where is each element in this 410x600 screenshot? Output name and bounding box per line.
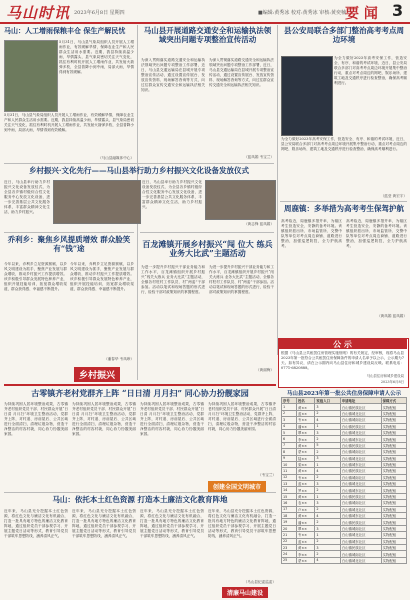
table-cell: 白山镇城北社区 [340,410,381,416]
article-credit: （潘春华 韦凤珍） [104,357,134,361]
table-cell: 陆×× [296,455,314,461]
table-cell: 1 [315,493,340,499]
table-cell: 3 [315,544,340,550]
table-cell: 2 [315,487,340,493]
table-cell: 5 [315,442,340,448]
table-cell: 3 [315,455,340,461]
table-cell: 白山镇民族社区 [340,404,381,410]
table-row [282,500,407,506]
article-body: 今年以来，乔利乡立足资源禀赋，以乡风文明建设为抓手，聚焦产业发展与群众增收，推动乡村振兴工作提质增效。该乡积极引导群众发展特色种养产业，组织开展技能培训，拓宽群众增收渠道，群众获得感、幸福感不断提升。 [4,262,67,291]
table-cell: 白山镇民族社区 [340,519,381,525]
article-title: 马山县开展道路交通安全和运输执法领域突出问题专项整治宣传活动 [143,26,272,44]
section-divider [4,232,134,233]
table-cell: 2 [315,449,340,455]
table-cell: 实物配租 [381,468,406,474]
table-cell: 黄×× [296,404,314,410]
table-cell: 3 [315,481,340,487]
table-cell: 白山镇民族社区 [340,442,381,448]
table-row [282,410,407,416]
table-cell: 6 [282,436,297,442]
table-cell: 实物配租 [381,417,406,423]
table-cell: 白山镇城东社区 [340,513,381,519]
section-divider [140,232,274,233]
table-cell: 实物配租 [381,538,406,544]
article-body: 近年来，马山县充分挖掘本土红色资源，将红色文化与廉洁文化有机融合，打造一批具有地方特色的廉洁文化教育阵地，通过组织党员干部参观学习、开展主题党日活动等形式，教育引导党员干部筑牢思想防线，涵养清风正气。 [4,509,68,538]
article-body: 高考临近，周鹿镇多措并举，为辖区考生营造安全、安静的备考环境。该镇组织派出所、市场监管所、交警中队等单位对考点周边商铺、道路进行整治，加强巡逻防控，全力护航高考。 [281,219,342,248]
table-cell: 白山镇民族社区 [340,493,381,499]
table-cell: 1 [315,532,340,538]
table-cell: 2 [282,410,297,416]
table-cell: 白山镇民族社区 [340,423,381,429]
table-cell: 15 [282,493,297,499]
table-cell: 3 [315,525,340,531]
table-cell: 实物配租 [381,461,406,467]
table-cell: 白山镇城东社区 [340,487,381,493]
table-cell: 实物配租 [381,532,406,538]
table-cell: 潘×× [296,519,314,525]
table-cell: 17 [282,506,297,512]
table-cell: 白山镇城北社区 [340,455,381,461]
table-row [282,525,407,531]
article-body: 5月31日，马山县气象局组织人员开展人工增雨作业，有效缓解旱情，保障农业生产和人民群众生活用水需要。近期，我县持续高温少雨，旱情露头，县气象局密切关注天气变化，抓住有利时机开展人工增雨作业，共发射火箭弹多枚，全县普降小到中雨，局部大雨，旱情得到有效缓解。 [4,113,134,132]
article-body: 近年来，马山县充分挖掘本土红色资源，将红色文化与廉洁文化有机融合，打造一批具有地方特色的廉洁文化教育阵地，通过组织党员干部参观学习、开展主题党日活动等形式，教育引导党员干部筑牢思想防线，涵养清风正气。 [208,509,276,538]
table-cell: 黄×× [296,513,314,519]
table-cell: 1 [282,404,297,410]
table-cell: 14 [282,487,297,493]
table-row [282,487,407,493]
table-row [282,481,407,487]
section-title: 要 闻 [345,6,378,22]
table-cell: 白山镇城南社区 [340,500,381,506]
article-credit: （黄凤娟 蓝凤娟） [377,314,407,318]
table-cell: 潘×× [296,423,314,429]
article-body: 为全力做好2023年高考安保工作，营造安全、有序、和谐的考试环境，近日，县公安局联合多部门对高考考点周边环境开展集中整治行动，重点对考点周边的网吧、娱乐场所、建筑工地及交通秩序进行检查整治，确保高考顺利进行。 [281,137,407,151]
table-cell: 黄×× [296,468,314,474]
civilized-city-badge: 创建全国文明城市 [208,481,266,492]
table-row [282,404,407,410]
table-cell: 实物配租 [381,449,406,455]
article-body: 为持续巩固人居环境整治成果，古零镇齐老村组织党员干部、村民群众开展“日日清 月月扫”环境卫生整治活动，党群齐上阵，对村道、房前屋后、公共区域进行全面清扫，清理垃圾杂物，营造干净整洁的村容村貌，同心协力扮靓美丽家园。 [4,402,68,436]
table-cell: 2 [315,474,340,480]
table-header-cell: 申请地址 [340,398,381,404]
table-row [282,429,407,435]
table-header-cell: 保障方式 [381,398,406,404]
table-cell: 4 [315,417,340,423]
table-cell: 白山镇城北社区 [340,506,381,512]
article-body: 为深入贯彻落实道路交通安全和运输执法领域突出问题专项整治工作部署，近日，马山县交通运输局在县城开展专项整治宣传活动，通过设置宣传展台、发放宣传资料、现场解答咨询等方式，向过往群众宣传交通安全和运输执法相关知识。 [141,58,205,92]
table-cell: 4 [315,468,340,474]
table-cell: 2 [315,519,340,525]
editor-credits: ■编辑:黄秀冰 校对:黄秀冰 审核:黄奕楠 [258,10,346,16]
table-row [282,417,407,423]
table-cell: 黄×× [296,493,314,499]
section-divider [280,201,407,202]
table-cell: 2 [315,538,340,544]
article-title: 乔利乡：聚焦乡风提质增效 群众脸笑有“钱”途 [7,235,131,253]
table-cell: 9 [282,455,297,461]
table-title: 马山县2023年第一批公共住房保障申请人公示 [286,391,402,397]
article-body: 近年来，马山县充分挖掘本土红色资源，将红色文化与廉洁文化有机融合，打造一批具有地方特色的廉洁文化教育阵地，通过组织党员干部参观学习、开展主题党日活动等形式，教育引导党员干部筑牢思想防线，涵养清风正气。 [140,509,204,538]
table-cell: 黄×× [296,442,314,448]
table-row [282,551,407,557]
table-header-cell: 家庭人口 [315,398,340,404]
table-cell: 22 [282,538,297,544]
article-body: 今年以来，乔利乡立足资源禀赋，以乡风文明建设为抓手，聚焦产业发展与群众增收，推动乡村振兴工作提质增效。该乡积极引导群众发展特色种养产业，组织开展技能培训，拓宽群众增收渠道，群众获得感、幸福感不断提升。 [70,262,134,291]
table-cell: 白山镇城东社区 [340,538,381,544]
table-cell: 4 [315,557,340,563]
table-cell: 4 [315,513,340,519]
table-cell: 蓝×× [296,538,314,544]
table-cell: 实物配租 [381,474,406,480]
article-photo [205,180,276,220]
table-cell: 实物配租 [381,557,406,563]
table-row [282,436,407,442]
article-photo [53,180,141,224]
table-cell: 实物配租 [381,525,406,531]
table-cell: 19 [282,519,297,525]
table-cell: 蒙×× [296,557,314,563]
table-row [282,544,407,550]
table-cell: 实物配租 [381,442,406,448]
article-photo [4,40,58,112]
table-cell: 21 [282,532,297,538]
table-row [282,532,407,538]
table-cell: 实物配租 [381,519,406,525]
article-body: 5月31日，马山县气象局组织人员开展人工增雨作业，有效缓解旱情，保障农业生产和人民群众生活用水需要。近期，我县持续高温少雨，旱情露头，县气象局密切关注天气变化，抓住有利时机开展人工增雨作业，共发射火箭弹多枚，全县普降小到中雨，局部大雨，旱情得到有效缓解。 [59,40,134,74]
table-row [282,449,407,455]
table-cell: 18 [282,513,297,519]
article-credit: （蓝凤娟 韦宝兰） [244,155,274,159]
article-body: 近日，马山县举行助力乡村振兴文化设备发放仪式，为全县各乡镇村级综合性文化服务中心发放文化设备，进一步完善基层公共文化服务体系，丰富群众精神文化生活，助力乡村振兴。 [4,180,50,214]
table-cell: 25 [282,557,297,563]
table-cell: 13 [282,481,297,487]
table-cell: 卢×× [296,506,314,512]
table-row [282,423,407,429]
table-row [282,493,407,499]
table-cell: 23 [282,544,297,550]
table-cell: 韦×× [296,474,314,480]
table-cell: 实物配租 [381,423,406,429]
table-cell: 实物配租 [381,506,406,512]
article-title: 马山：人工增雨保粮丰仓 保生产解民忧 [4,26,126,35]
notice-body: 根据《马山县公共租赁住房管理实施细则》的有关规定，经审核，现将马山县2023年第一批符合公共租赁住房保障条件的申请人名单予以公示，公示期为7天。如有异议，请在公示期内向马山县住房和城乡建设局反映。联系电话：0771-6820888。 [281,351,404,370]
table-cell: 实物配租 [381,455,406,461]
table-cell: 12 [282,474,297,480]
table-header-cell: 序号 [282,398,297,404]
table-cell: 实物配租 [381,481,406,487]
article-body: 近日，马山县举行助力乡村振兴文化设备发放仪式，为全县各乡镇村级综合性文化服务中心发放文化设备，进一步完善基层公共文化服务体系，丰富群众精神文化生活，助力乡村振兴。 [142,180,202,209]
table-cell: 5 [282,429,297,435]
newspaper-brand: 马山时讯 [6,4,71,22]
table-cell: 蓝×× [296,410,314,416]
article-body: 为持续巩固人居环境整治成果，古零镇齐老村组织党员干部、村民群众开展“日日清 月月扫”环境卫生整治活动，党群齐上阵，对村道、房前屋后、公共区域进行全面清扫，清理垃圾杂物，营造干净整洁的村容村貌，同心协力扮靓美丽家园。 [72,402,136,436]
table-cell: 白山镇城南社区 [340,417,381,423]
article-title: 马山：依托本土红色资源 打造本土廉洁文化教育阵地 [52,495,228,504]
table-cell: 4 [282,423,297,429]
table-cell: 白山镇城南社区 [340,551,381,557]
table-cell: 白山镇城北社区 [340,429,381,435]
table-cell: 3 [315,429,340,435]
table-row [282,513,407,519]
table-cell: 3 [282,417,297,423]
table-cell: 覃×× [296,525,314,531]
table-cell: 8 [282,449,297,455]
table-cell: 罗×× [296,487,314,493]
table-cell: 覃×× [296,429,314,435]
table-row [282,468,407,474]
table-cell: 2 [315,410,340,416]
article-body: 为进一步提升乡村振兴干部业务能力和工作水平，百龙滩镇组织开展乡村振兴“闯关大练兵 业务大比武”主题活动，全镇各村驻村工作队员、村“两委”干部参加。活动以笔试和现场答题的形式进行，检验干部对政策知识的掌握程度。 [209,265,274,294]
table-cell: 24 [282,551,297,557]
article-body: 为进一步提升乡村振兴干部业务能力和工作水平，百龙滩镇组织开展乡村振兴“闯关大练兵 业务大比武”主题活动，全镇各村驻村工作队员、村“两委”干部参加。活动以笔试和现场答题的形式进行，检验干部对政策知识的掌握程度。 [141,265,205,294]
table-cell: 实物配租 [381,500,406,506]
article-credit: （黄丽梅） [256,368,274,372]
article-title: 县公安局联合多部门整治高考考点周边环境 [284,26,404,44]
table-cell: 白山镇城北社区 [340,557,381,563]
table-cell: 白山镇民族社区 [340,468,381,474]
table-cell: 1 [315,423,340,429]
table-cell: 2 [315,551,340,557]
table-cell: 实物配租 [381,436,406,442]
article-title: 乡村振兴·文化先行——马山县举行助力乡村振兴文化设备发放仪式 [28,166,250,175]
table-cell: 黄×× [296,544,314,550]
article-credit: （黄志锋 蓝凤娟） [244,222,274,226]
table-cell: 实物配租 [381,513,406,519]
table-cell: 白山镇城北社区 [340,481,381,487]
table-cell: 实物配租 [381,429,406,435]
clean-government-badge: 清廉马山建设 [222,587,268,598]
table-cell: 3 [315,404,340,410]
issue-date: 2023年6月8日 星期四 [74,10,125,16]
table-cell: 白山镇城东社区 [340,461,381,467]
table-cell: 白山镇城南社区 [340,474,381,480]
table-cell: 3 [315,500,340,506]
article-credit: （马山县纪委监委） [243,580,276,584]
table-cell: 农×× [296,500,314,506]
article-body: 为全力做好2023年高考安保工作，营造安全、有序、和谐的考试环境，近日，县公安局联合多部门对高考考点周边环境开展集中整治行动，重点对考点周边的网吧、娱乐场所、建筑工地及交通秩序进行检查整治，确保高考顺利进行。 [334,56,407,85]
notice-signature: 马山县住房和城乡建设局 [366,374,404,378]
table-cell: 实物配租 [381,551,406,557]
column-divider [277,25,278,355]
table-cell: 蓝×× [296,481,314,487]
article-body: 为深入贯彻落实道路交通安全和运输执法领域突出问题专项整治工作部署，近日，马山县交通运输局在县城开展专项整治宣传活动，通过设置宣传展台、发放宣传资料、现场解答咨询等方式，向过往群众宣传交通安全和运输执法相关知识。 [209,58,274,87]
article-title: 百龙滩镇开展乡村振兴“闯 位大 练兵 业务大比武”主题活动 [142,239,273,259]
table-cell: 10 [282,461,297,467]
table-row [282,455,407,461]
table-cell: 白山镇民族社区 [340,544,381,550]
table-cell: 11 [282,468,297,474]
section-divider [4,384,276,386]
table-cell: 实物配租 [381,487,406,493]
table-cell: 李×× [296,551,314,557]
table-row [282,442,407,448]
article-title: 周鹿镇：多举措为高考考生保驾护航 [284,204,404,213]
table-header-row [282,398,407,404]
table-row [282,557,407,563]
table-row [282,461,407,467]
table-cell: 实物配租 [381,404,406,410]
section-divider [4,492,276,493]
article-body: 高考临近，周鹿镇多措并举，为辖区考生营造安全、安静的备考环境。该镇组织派出所、市场监管所、交警中队等单位对考点周边商铺、道路进行整治，加强巡逻防控，全力护航高考。 [346,219,407,248]
article-title: 古零镇齐老村党群齐上阵 “日日清 月月扫” 同心协力扮靓家园 [31,388,249,398]
table-cell: 白山镇城北社区 [340,532,381,538]
table-cell: 实物配租 [381,544,406,550]
table-cell: 韦×× [296,532,314,538]
table-cell: 2 [315,436,340,442]
table-cell: 20 [282,525,297,531]
table-cell: 16 [282,500,297,506]
table-cell: 7 [282,442,297,448]
table-cell: 梁×× [296,461,314,467]
notice-title: 公 示 [333,339,352,349]
table-cell: 实物配租 [381,493,406,499]
table-cell: 白山镇城南社区 [340,449,381,455]
notice-date: 2023年6月8日 [380,380,404,384]
table-cell: 实物配租 [381,410,406,416]
table-cell: 蒙×× [296,449,314,455]
article-body: 为持续巩固人居环境整治成果，古零镇齐老村组织党员干部、村民群众开展“日日清 月月扫”环境卫生整治活动，党群齐上阵，对村道、房前屋后、公共区域进行全面清扫，清理垃圾杂物，营造干净整洁的村容村貌，同心协力扮靓美丽家园。 [208,402,276,431]
article-body: 为持续巩固人居环境整治成果，古零镇齐老村组织党员干部、村民群众开展“日日清 月月扫”环境卫生整治活动，党群齐上阵，对村道、房前屋后、公共区域进行全面清扫，清理垃圾杂物，营造干净整洁的村容村貌，同心协力扮靓美丽家园。 [140,402,204,436]
table-row [282,519,407,525]
article-photo [281,56,333,136]
section-divider [4,163,274,164]
article-credit: （马山县融媒体中心） [98,156,134,160]
rural-revitalization-badge: 乡村振兴 [74,367,120,382]
table-cell: 白山镇城南社区 [340,525,381,531]
applicant-table [281,397,407,564]
table-row [282,538,407,544]
table-cell: 2 [315,506,340,512]
table-header-cell: 姓名 [296,398,314,404]
table-cell: 白山镇城东社区 [340,436,381,442]
table-cell: 李×× [296,436,314,442]
article-credit: （韦宝兰） [258,473,276,477]
article-body: 近年来，马山县充分挖掘本土红色资源，将红色文化与廉洁文化有机融合，打造一批具有地方特色的廉洁文化教育阵地，通过组织党员干部参观学习、开展主题党日活动等形式，教育引导党员干部筑牢思想防线，涵养清风正气。 [72,509,136,538]
page-number: 3 [392,1,404,20]
table-row [282,506,407,512]
table-cell: 1 [315,461,340,467]
article-credit: （蓝莹 黄宏宇） [380,194,407,198]
table-cell: 韦×× [296,417,314,423]
table-row [282,474,407,480]
